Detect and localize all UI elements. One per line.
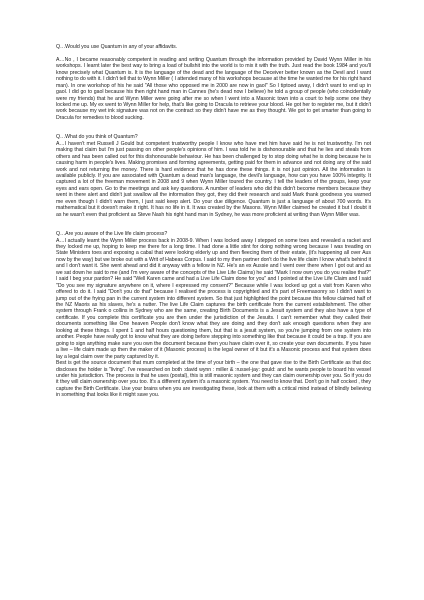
qa-section-1 xyxy=(56,44,371,121)
answer-3-paragraph-2: Best is get the source document that mum completed at the time of your birth – the one that gave rise to the Birth Certificate as that doc discloses the holder is "living". I've researched on both :david wynn : miller & :russel-jay: gould: and he wants people to board his vessel under his jurisdiction. The process is that he uses (postal), this is still masonic system and they can claim ownership over you. So if you do it they will claim ownership over you too. It's a different system it's a masonic system. You need to know that. Don't go in half cocked , they capture the Birth Certificate. Use your brains when you are investigating these, look at them with a critical mind instead of blindly believing in something that looks like it might save you. xyxy=(56,360,371,399)
question-3: Q…Are you aware of the Live life claim process? xyxy=(56,231,168,238)
answer-3 xyxy=(56,238,371,399)
qa-section-3 xyxy=(56,231,371,399)
answer-2 xyxy=(56,141,371,218)
answer-2-paragraph-1: A…I haven't met Russell J Gould but competent trustworthy people I know who have met him have said he is not trustworthy. I'm not making that claim but I'm just passing on other people's opinions of him. I was told he is dishonourable and that he lies and steals from others and has been called out for this dishonourable behaviour. He has been challenged by to stop doing what he is doing because he is causing harm in people's lives. Making promises and forming agreements, getting paid for them in advance and not doing any of the said work and not returning the money. There is hard evidence that he has done these things. it is not just opinion. All the information is available publicly. If you are associated with Quantum a dead man's language, the devil's language, how can you have 100% integrity. It captured a lot of the freeman movement in 2008 and 9 when Wynn Miller toured the country. I tell the leaders of the groups, keep your eyes and ears open. Go to the meetings and ask key questions. A number of leaders who did this didn't become members because they went in there alert and didn't just swallow all the information they got, they did their research and said Mark thank goodness you warned me even though I didn't warn them, I just said keep alert. Do your due diligence. Quantum is just a language of about 700 words. It's mathematical but it doesn't make it right. It has no life in it. It was created by the Masons. Wynn Miller claimed he created it but I doubt it as he wasn't even that proficient as Steve Nash his right hand man in Sydney, he was more proficient at writing than Wynn Miller was. xyxy=(56,140,371,218)
qa-section-2 xyxy=(56,134,371,218)
question-2: Q…What do you think of Quantum? xyxy=(56,134,138,141)
section-gap xyxy=(56,121,371,134)
answer-1 xyxy=(56,57,371,122)
answer-1-paragraph-1: A…No , I became reasonably competent in reading and writing Quantum through the information provided by David Wynn Miller in his workshops. I learnt later the best way to bring a load of bullshit into the world is to mix it with the truth. Just read the book 1984 and you'll know precisely what Quantum is. It is the language of the dead and the language of the Deceiver better known as the Devil and I want nothing to do with it. I didn't tell that to Wynn Miller ( I attended many of his workshops because at the time he wanted me for his right hand man). In one workshop of his he said "All those who opposed me in 2000 are now in gaol" So I tiptoed away, I didn't want to end up in gaol. I did go to gaol because his then right hand man in Cannes (he's dead now I believe) he told a group of people (who coincidentally were my friends) that he and Wynn Miller were going after me so when I went into a Masonic town into a court to help some one they locked me up. My ex went to Wynn Miller for help, that's like going to Dracula to retrieve your blood. He got her to register me, but it didn't work because my wet ink signature was not on the contract so they didn't have me as they thought. We got to get smarter than going to Dracula for remedies to blood sucking. xyxy=(56,56,371,121)
question-1: Q…Would you use Quantum in any of your affidavits. xyxy=(56,44,178,50)
answer-3-paragraph-1: A…I actually learnt the Wynn Miller process back in 2008-9. When I was locked away I stepped on some toes and revealed a racket and they locked me up, hoping to keep me there for a long time. I had done a little stint for doing nothing wrong because I was treading on State Ministers toes and exposing a cabal that were looking elderly up and then fleecing them of their estate, (it's happening all over Aus now by the way) but we broke out with a Writ of Habeas Corpus. I said to my then partner don't do the live life claim I know what's behind it and I don't want it. She went ahead and did it anyway with a fellow in NZ. He's an ex Aussie and I went over there when I got out and as we sat down he said to me (and I'm very aware of the concepts of the Live Life Claims) he said "Mark I now own you do you realise that?" I said I beg your pardon? He said "Well Karen came and had a Live Life Claim done for you" and I pointed at the Live Life Claim and I said "Do you see my signature anywhere on it, where I expressed my consent?" Because while I was locked up got a visit from Karen who offered to do it. I said "Don't you do that" because I realised the process is copyrighted and it's part of Freemasonry so I didn't want to jump out of the frying pan in the current system into different system. So that just highlighted the point because this fellow claimed half of the NZ Maoris as his slaves, he's a nutter. The live Life Claim captures the birth certificate from the current establishment. The other system through Frank o collins in Sydney who are the same, creating Birth Documents is a Jesuit system and they also have a type of certificate. If you complete this certificate you are then under the jurisdiction of the Jesuits. I can't remember what they called their documents something like One heaven People don't know what they are doing and they don't ask enough questions when they are looking at these things. I spent 1 and half hours questioning them, but that is a jesuit system, so you're jumping from one system into another. People have really got to know what they are doing before stepping into something like that because it could be a trap. If you are going to sign anything make sure you own the document because then you have claim over it, so create your own documents. If you have a live – life claim made up then the maker of it (Masonic process) is the legal owner of it but it's a Masonic process and that system does lay a legal claim over the party captured by it. xyxy=(56,237,371,360)
section-gap xyxy=(56,218,371,231)
